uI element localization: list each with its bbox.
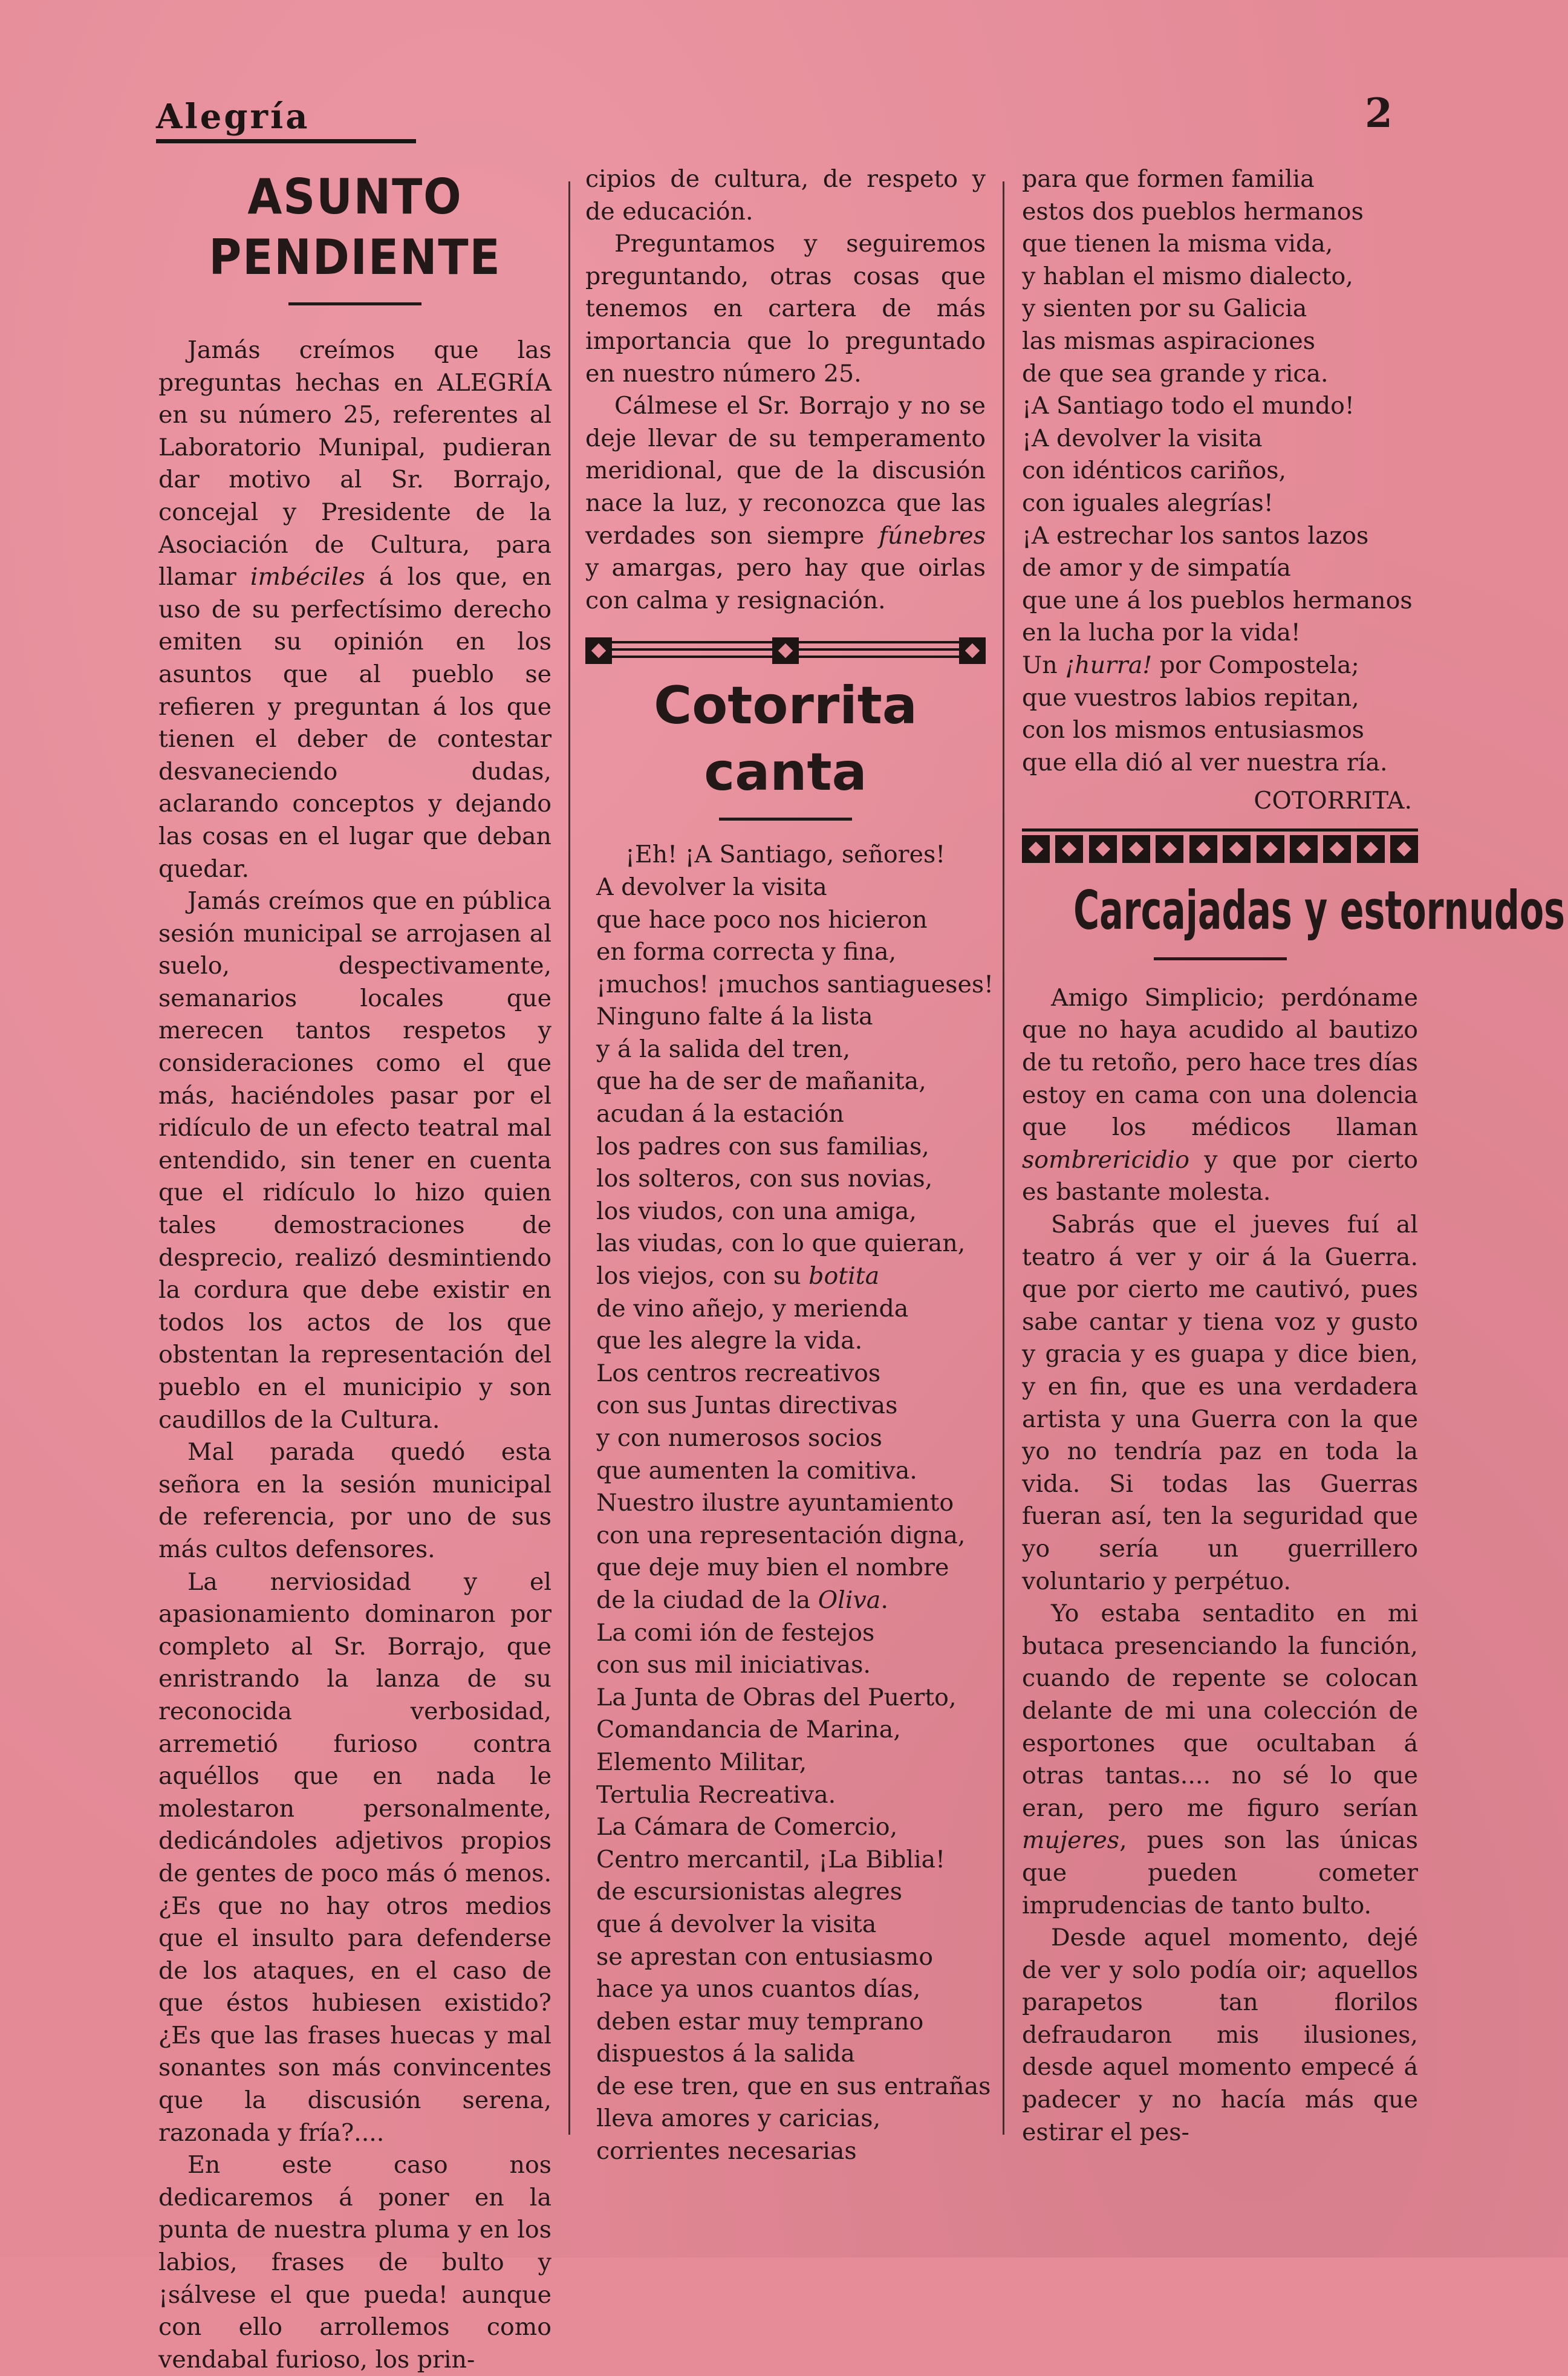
paragraph: La nerviosidad y el apasionamiento dominaron por completo al Sr. Borrajo, que enristrando la lanza de su reconocida verbosidad, arremetió furioso contra aquéllos que en nada le molestaron personalmente, dedicándoles adjetivos propios de gentes de poco más ó menos. ¿Es que no hay otros medios que el insulto para defenderse de los ataques, en el caso de que éstos hubiesen existido? ¿Es que las frases huecas y mal sonantes son más convincentes que la discusión serena, razonada y fría?....: [158, 1567, 551, 2147]
verse-line: hace ya unos cuantos días,: [596, 1975, 921, 2003]
text-run: de la ciudad de la: [596, 1586, 818, 1614]
article-body-carcajadas: [1022, 982, 1418, 2149]
verse-line: Ninguno falte á la lista: [596, 1003, 873, 1031]
verse-line: dispuestos á la salida: [596, 2040, 855, 2068]
paragraph: [585, 390, 986, 617]
text-run: Jamás creímos que las preguntas hechas en: [158, 336, 551, 397]
ornament-tile: [1122, 835, 1150, 863]
verse-line: con sus mil iniciativas.: [596, 1651, 871, 1679]
verse-line: de que sea grande y rica.: [1022, 359, 1329, 388]
ornament-tile: [1055, 835, 1083, 863]
verse-line: de amor y de simpatía: [1022, 554, 1291, 582]
verse-line: ¡A Santiago todo el mundo!: [1022, 392, 1355, 420]
ornament-tile: [1189, 835, 1217, 863]
verse-line: que deje muy bien el nombre: [596, 1554, 949, 1582]
verse-line: deben estar muy temprano: [596, 2007, 924, 2036]
verse-line: y sienten por su Galicia: [1022, 295, 1307, 323]
verse-line: acudan á la estación: [596, 1100, 844, 1128]
verse-line: que ella dió al ver nuestra ría.: [1022, 748, 1388, 776]
text-run: Amigo Simplicio; perdóname que no haya acudido al bautizo de tu retoño, pero hace tres días estoy en cama con una dolencia que los médicos llaman: [1022, 983, 1418, 1142]
verse-line: corrientes necesarias: [596, 2137, 857, 2166]
verse-line: ¡A devolver la visita: [1022, 424, 1263, 452]
verse-line: A devolver la visita: [596, 873, 827, 901]
text-run: en su número 25, referentes al Laboratorio Munipal, pudieran dar motivo al Sr. Borrajo, concejal y Presidente de la Asociación de Cultura, para llamar: [158, 401, 551, 591]
paragraph: Jamás creímos que en pública sesión municipal se arrojasen al suelo, despectivamente, semanarios locales que merecen tantos respetos y consideraciones como el que más, haciéndoles pasar por el ridículo de un efecto teatral mal entendido, sin tener en cuenta que el ridículo lo hizo quien tales demostraciones de desprecio, realizó desmintiendo la cordura que debe existir en todos los actos de los que obstentan la representación del pueblo en el municipio y son caudillos de la Cultura.: [158, 887, 551, 1434]
poem-cotorrita-canta: [585, 839, 994, 2167]
verse-line: de vino añejo, y merienda: [596, 1294, 909, 1323]
emphasis: ALEGRÍA: [437, 368, 551, 397]
paragraph: [158, 334, 551, 885]
text-run: y amargas, pero hay que oirlas con calma y resignación.: [585, 554, 986, 614]
article-title-carcajadas: Carcajadas y estornudos: [1073, 879, 1566, 942]
ornamental-divider: [585, 634, 986, 672]
text-run: Cálmese el Sr. Borrajo y no se deje llevar de su temperamento meridional, que de la discusión nace la luz, y reconozca que las verdades son siempre: [585, 392, 986, 550]
verse-line: que une á los pueblos hermanos: [1022, 586, 1413, 614]
verse-line: con los mismos entusiasmos: [1022, 716, 1364, 744]
verse-line: La Cámara de Comercio,: [596, 1813, 898, 1841]
ornament-tile: [1390, 835, 1418, 863]
paragraph: cipios de cultura, de respeto y de educación.: [585, 165, 986, 226]
paragraph: Desde aquel momento, dejé de ver y solo podía oir; aquellos parapetos tan florilos defraudaron mis ilusiones, desde aquel momento empecé á padecer y no hacía más que estirar el pes-: [1022, 1924, 1418, 2146]
verse-line: estos dos pueblos hermanos: [1022, 197, 1364, 226]
emphasis: botita: [808, 1262, 880, 1291]
verse-line: las mismas aspiraciones: [1022, 327, 1315, 355]
text-run: Un: [1022, 651, 1065, 679]
column-divider-right: [1003, 181, 1004, 2135]
verse-line: Tertulia Recreativa.: [596, 1780, 836, 1809]
text-run: por Compostela;: [1152, 651, 1359, 679]
article-body-asunto: [158, 334, 551, 2376]
paragraph: Preguntamos y seguiremos preguntando, otras cosas que tenemos en cartera de más importancia que lo preguntado en nuestro número 25.: [585, 230, 986, 388]
ornament-tile: [1223, 835, 1251, 863]
verse-line: y hablan el mismo dialecto,: [1022, 262, 1353, 290]
emphasis: sombrericidio: [1022, 1145, 1190, 1174]
verse-line: las viudas, con lo que quieran,: [596, 1229, 966, 1258]
emphasis: Oliva: [818, 1586, 881, 1614]
verse-line: Nuestro ilustre ayuntamiento: [596, 1489, 954, 1517]
verse-line: con idénticos cariños,: [1022, 457, 1287, 485]
column-2: [585, 163, 994, 2168]
verse-line: con iguales alegrías!: [1022, 489, 1274, 517]
verse-line: [1022, 649, 1418, 682]
emphasis: fúnebres: [879, 521, 986, 550]
verse-line: Los centros recreativos: [596, 1359, 881, 1387]
verse-line: de escursionistas alegres: [596, 1878, 902, 1906]
verse-line: en forma correcta y fina,: [596, 938, 897, 966]
text-run: Yo estaba sentadito en mi butaca presenciando la función, cuando de repente se colocan delante de mi una colección de esportones que ocultaban á otras tantas.... no sé lo que eran, pero me figuro serían: [1022, 1600, 1418, 1822]
verse-line: lleva amores y caricias,: [596, 2104, 881, 2133]
ornament-tile: [1323, 835, 1351, 863]
ornamental-border: [1022, 832, 1418, 867]
column-divider-left: [568, 181, 570, 2135]
verse-line: que tienen la misma vida,: [1022, 230, 1333, 258]
paragraph: Mal parada quedó esta señora en la sesión municipal de referencia, por uno de sus más cultos defensores.: [158, 1438, 551, 1563]
emphasis: imbéciles: [250, 563, 365, 591]
ornament-tile: [1257, 835, 1284, 863]
verse-line: que vuestros labios repitan,: [1022, 683, 1359, 712]
poem-continuation: [1022, 163, 1418, 779]
verse-line: La Junta de Obras del Puerto,: [596, 1683, 957, 1711]
article-title-cotorrita-canta: Cotorrita canta: [654, 675, 917, 803]
paragraph: Sabrás que el jueves fuí al teatro á ver y oir á la Guerra. que por cierto me cautivó, pues sabe cantar y tiena voz y gusto y gracia y es guapa y dice bien, y en fin, que es una verdadera artista y una Guerra con la que yo no tendría paz en toda la vida. Si todas las Guerras fueran así, ten la seguridad que yo sería un guerrillero voluntario y perpétuo.: [1022, 1211, 1418, 1595]
masthead-title: Alegría: [156, 97, 310, 137]
column-3: [1022, 163, 1566, 2149]
ornament-tile: [1089, 835, 1117, 863]
verse-line: Comandancia de Marina,: [596, 1716, 901, 1744]
verse-line: que á devolver la visita: [596, 1910, 877, 1938]
article-title-asunto-pendiente: ASUNTO PENDIENTE: [209, 169, 501, 285]
verse-line: La comi ión de festejos: [596, 1618, 875, 1647]
ornament-tile: [1022, 835, 1050, 863]
poem-signature: COTORRITA.: [1254, 787, 1412, 815]
verse-line: se aprestan con entusiasmo: [596, 1942, 933, 1971]
verse-line: y con numerosos socios: [596, 1424, 882, 1452]
verse-line: ¡Eh! ¡A Santiago, señores!: [625, 841, 946, 869]
verse-line: en la lucha por la vida!: [1022, 619, 1301, 647]
verse-line: [596, 1584, 986, 1617]
verse-line: con sus Juntas directivas: [596, 1391, 898, 1420]
article-continuation: [585, 163, 986, 617]
ornament-tile: [1290, 835, 1318, 863]
verse-line: que les alegre la vida.: [596, 1327, 863, 1355]
column-1: [158, 163, 551, 2376]
verse-line: y á la salida del tren,: [596, 1035, 851, 1063]
text-run: á los que, en uso de su perfectísimo derecho emiten su opinión en los asuntos que al pueblo se refieren y preguntan á los que tienen el deber de contestar desvaneciendo dudas, aclarando conceptos y dejando las cosas en el lugar que deban quedar.: [158, 563, 551, 883]
verse-line: para que formen familia: [1022, 165, 1315, 193]
text-run: los viejos, con su: [596, 1262, 809, 1291]
verse-line: que ha de ser de mañanita,: [596, 1067, 926, 1096]
ornament-tile: [1357, 835, 1385, 863]
verse-line: que aumenten la comitiva.: [596, 1456, 917, 1485]
page-number: 2: [1365, 90, 1393, 137]
verse-line: que hace poco nos hicieron: [596, 905, 928, 934]
verse-line: los viudos, con una amiga,: [596, 1197, 917, 1225]
verse-line: los solteros, con sus novias,: [596, 1165, 933, 1193]
verse-line: ¡muchos! ¡muchos santiagueses!: [596, 970, 994, 998]
emphasis: ¡hurra!: [1065, 651, 1153, 679]
verse-line: Elemento Militar,: [596, 1748, 807, 1776]
paragraph: [1022, 982, 1418, 1209]
paragraph: En este caso nos dedicaremos á poner en la punta de nuestra pluma y en los labios, frases de bulto y ¡sálvese el que pueda! aunque con ello arrollemos como vendabal furioso, los prin-: [158, 2151, 551, 2374]
paragraph: [1022, 1598, 1418, 1922]
emphasis: mujeres: [1022, 1826, 1120, 1855]
text-run: .: [880, 1586, 888, 1614]
text-run: y que por cierto es bastante molesta.: [1022, 1145, 1418, 1206]
verse-line: Centro mercantil, ¡La Biblia!: [596, 1845, 946, 1873]
verse-line: [596, 1260, 986, 1293]
verse-line: los padres con sus familias,: [596, 1132, 929, 1160]
verse-line: con una representación digna,: [596, 1521, 966, 1549]
ornament-tile: [1156, 835, 1183, 863]
verse-line: ¡A estrechar los santos lazos: [1022, 521, 1369, 550]
masthead-rule: [156, 139, 416, 143]
verse-line: de ese tren, que en sus entrañas: [596, 2072, 991, 2100]
text-run: , pues son las únicas que pueden cometer imprudencias de tanto bulto.: [1022, 1826, 1418, 1919]
